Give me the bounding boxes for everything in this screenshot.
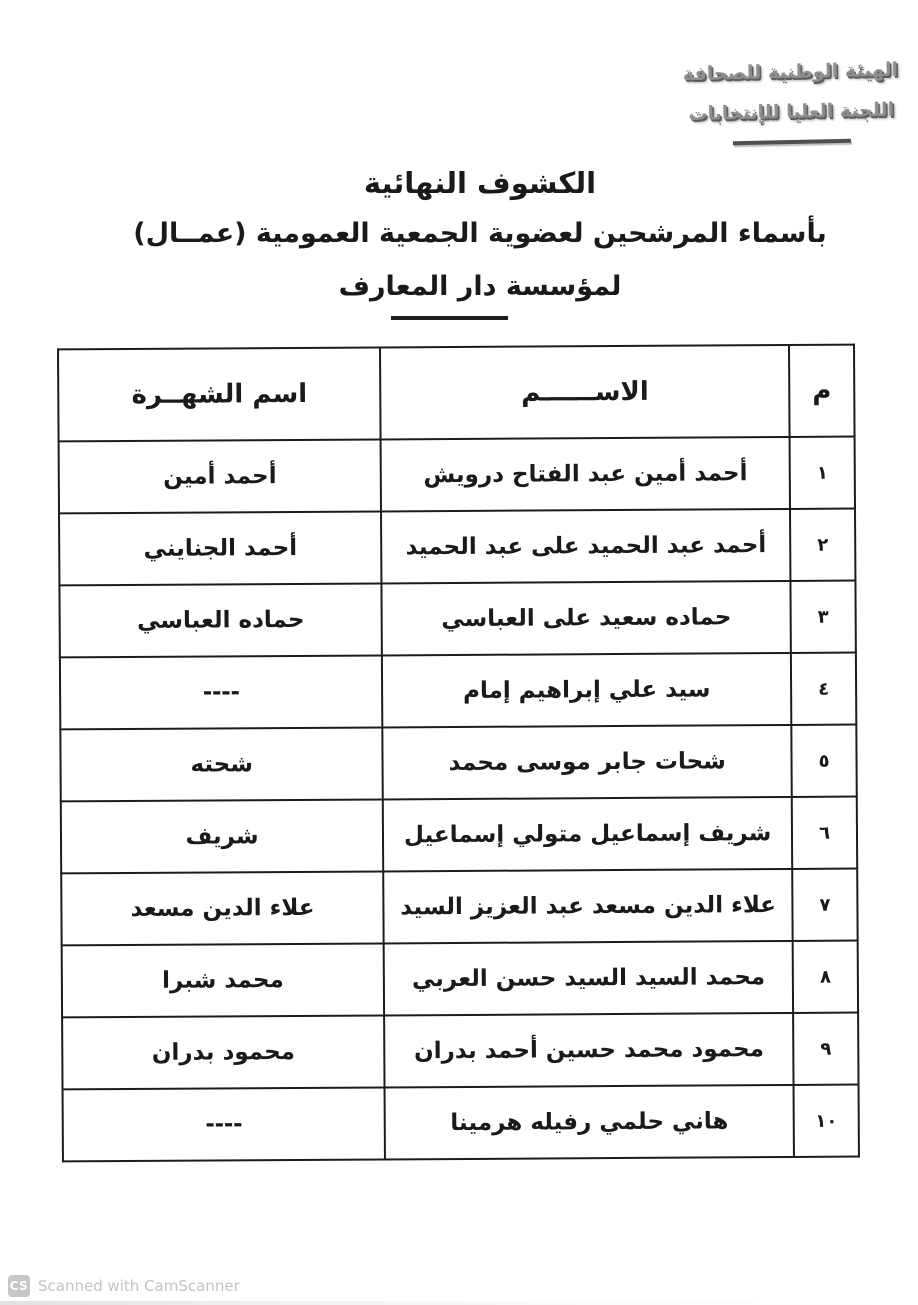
row-index: ٧	[792, 869, 857, 941]
camscanner-watermark	[8, 1275, 240, 1297]
row-index: ١	[790, 437, 855, 509]
row-nickname: علاء الدين مسعد	[61, 871, 384, 945]
row-name: محمد السيد السيد حسن العربي	[384, 941, 793, 1015]
table-row	[59, 509, 855, 586]
row-nickname: ----	[63, 1087, 386, 1161]
row-name: محمود محمد حسين أحمد بدران	[384, 1013, 793, 1087]
table-row	[59, 581, 855, 658]
table-header-row	[58, 345, 855, 442]
stamp-underline	[733, 139, 851, 145]
page-title: الكشوف النهائية	[363, 166, 597, 200]
scan-edge-artifact	[0, 1301, 918, 1305]
row-index: ٩	[793, 1013, 858, 1085]
authority-stamp	[675, 50, 907, 147]
table-row	[62, 941, 858, 1018]
organization-title: لمؤسسة دار المعارف	[338, 271, 622, 302]
row-name: علاء الدين مسعد عبد العزيز السيد	[383, 869, 792, 943]
header-index: م	[789, 345, 854, 437]
stamp-line-1: الهيئة الوطنية للصحافة	[682, 58, 899, 86]
table-row	[59, 437, 855, 514]
stamp-line-2: اللجنة العليا للإنتخابات	[688, 98, 895, 126]
table-row	[63, 1085, 859, 1162]
table-row	[62, 1013, 858, 1090]
table-row	[61, 797, 857, 874]
row-nickname: محمود بدران	[62, 1015, 385, 1089]
row-nickname: أحمد أمين	[59, 439, 382, 513]
row-name: شحات جابر موسى محمد	[383, 725, 792, 799]
header-nickname: اسم الشهــرة	[58, 347, 381, 441]
row-nickname: ----	[60, 655, 383, 729]
row-nickname: محمد شبرا	[62, 943, 385, 1017]
row-index: ٤	[791, 653, 856, 725]
row-name: أحمد أمين عبد الفتاح درويش	[381, 437, 790, 511]
row-index: ١٠	[794, 1085, 859, 1157]
title-block	[20, 160, 918, 312]
table-row	[60, 725, 856, 802]
row-name: شريف إسماعيل متولي إسماعيل	[383, 797, 792, 871]
camscanner-icon: CS	[8, 1275, 30, 1297]
row-name: سيد علي إبراهيم إمام	[382, 653, 791, 727]
table-row	[60, 653, 856, 730]
page-subtitle: بأسماء المرشحين لعضوية الجمعية العمومية (عمــال)	[133, 218, 827, 249]
row-index: ٦	[792, 797, 857, 869]
header-name: الاســــــم	[380, 345, 789, 439]
row-nickname: شريف	[61, 799, 384, 873]
row-index: ٣	[791, 581, 856, 653]
camscanner-label: Scanned with CamScanner	[38, 1277, 240, 1295]
row-name: هاني حلمي رفيله هرمينا	[385, 1085, 794, 1159]
row-name: أحمد عبد الحميد على عبد الحميد	[381, 509, 790, 583]
candidates-table	[57, 344, 860, 1163]
row-index: ٨	[793, 941, 858, 1013]
row-index: ٢	[790, 509, 855, 581]
table-row	[61, 869, 857, 946]
organization-underline	[391, 316, 508, 320]
row-nickname: حماده العباسي	[59, 583, 382, 657]
row-name: حماده سعيد على العباسي	[382, 581, 791, 655]
row-nickname: شحته	[60, 727, 383, 801]
row-index: ٥	[791, 725, 856, 797]
row-nickname: أحمد الجنايني	[59, 511, 382, 585]
